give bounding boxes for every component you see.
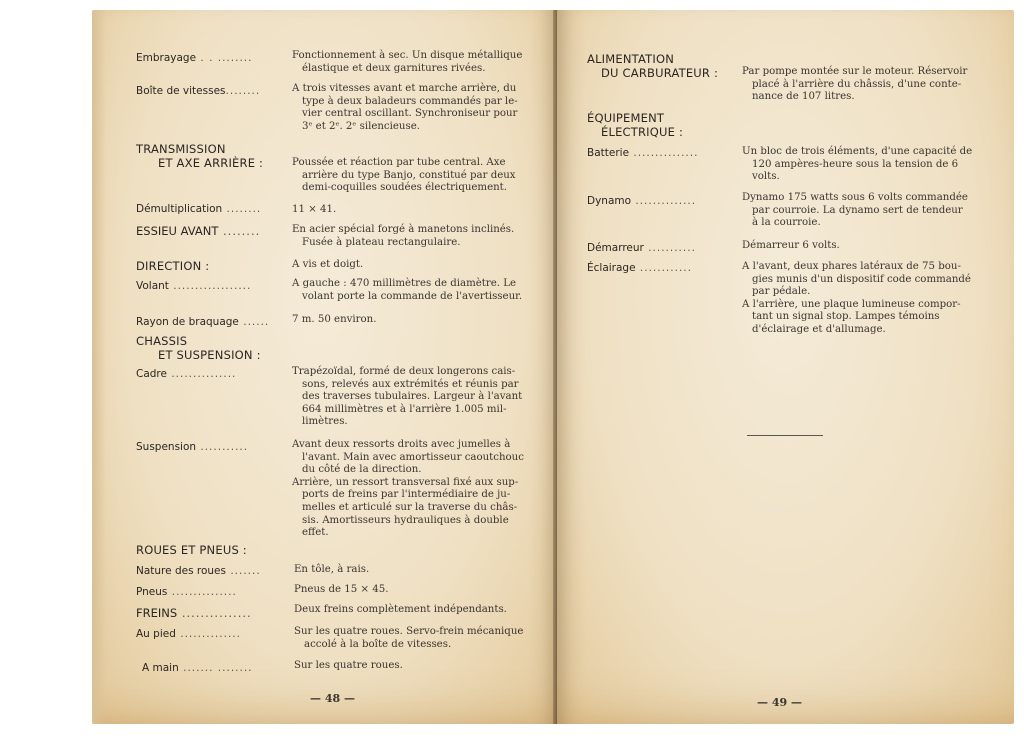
text-volant: A gauche : 470 millimètres de diamètre. Le volant porte la commande de l'avertisseur. xyxy=(292,278,523,302)
text-alimentation: Par pompe montée sur le moteur. Réservoir placé à l'arrière du châssis, d'une conte- nance de 107 litres. xyxy=(742,66,968,103)
heading-alimentation-2: DU CARBURATEUR : xyxy=(601,66,719,80)
heading-equipement-2: ÉLECTRIQUE : xyxy=(601,125,684,139)
label-freins: FREINS ............... xyxy=(136,606,252,620)
label-demarreur: Démarreur ........... xyxy=(587,242,696,254)
heading-direction: DIRECTION : xyxy=(136,259,210,273)
heading-alimentation: ALIMENTATION xyxy=(587,52,675,66)
heading-chassis-2: ET SUSPENSION : xyxy=(158,348,261,362)
heading-chassis: CHASSIS xyxy=(136,334,188,348)
text-essieu-avant: En acier spécial forgé à manetons inclinés. Fusée à plateau rectangulaire. xyxy=(292,224,515,248)
text-freins: Deux freins complètement indépendants. xyxy=(294,604,507,615)
label-eclairage: Éclairage ............ xyxy=(587,262,692,274)
text-cadre: Trapézoïdal, formé de deux longerons cais- sons, relevés aux extrémités et réunis par des traverses tubulaires. Largeur à l'avant 664 millimètres et à l'arrière 1.005 mil- limètres. xyxy=(292,366,523,428)
left-page xyxy=(92,10,557,724)
label-pneus: Pneus ............... xyxy=(136,586,237,598)
text-embrayage: Fonctionnement à sec. Un disque métallique élastique et deux garnitures rivées. xyxy=(292,50,523,74)
label-cadre: Cadre ............... xyxy=(136,368,237,380)
label-demultiplication: Démultiplication ........ xyxy=(136,203,262,215)
page-number-48: — 48 — xyxy=(310,692,355,705)
text-demarreur: Démarreur 6 volts. xyxy=(742,240,840,251)
heading-transmission-2: ET AXE ARRIÈRE : xyxy=(158,156,264,170)
label-batterie: Batterie ............... xyxy=(587,147,699,159)
label-nature-roues: Nature des roues ....... xyxy=(136,565,261,577)
heading-roues-pneus: ROUES ET PNEUS : xyxy=(136,543,247,557)
label-volant: Volant .................. xyxy=(136,280,252,292)
page-number-49: — 49 — xyxy=(757,696,802,709)
heading-equipement: ÉQUIPEMENT xyxy=(587,111,665,125)
text-boite-vitesses: A trois vitesses avant et marche arrière, du type à deux baladeurs commandés par le- vier central oscillant. Synchroniseur pour 3ᵉ et 2ᵉ. 2ᵉ silencieuse. xyxy=(292,83,518,132)
heading-transmission: TRANSMISSION xyxy=(136,142,226,156)
text-demultiplication: 11 × 41. xyxy=(292,204,337,215)
label-essieu-avant: ESSIEU AVANT ........ xyxy=(136,224,261,238)
text-eclairage: A l'avant, deux phares latéraux de 75 bou- gies munis d'un dispositif code commandé par pédale. A l'arrière, une plaque lumineuse compor- tant un signal stop. Lampes témoins d'éclairage et d'allumage. xyxy=(742,261,971,335)
text-a-main: Sur les quatre roues. xyxy=(294,660,403,671)
end-rule xyxy=(747,435,823,436)
text-suspension: Avant deux ressorts droits avec jumelles à l'avant. Main avec amortisseur caoutchouc du côté de la direction. Arrière, un ressort transversal fixé aux sup- ports de freins par l'intermédiaire de ju- melles et articulé sur la traverse du châs- sis. Amortisseurs hydrauliques à double effet. xyxy=(292,439,524,539)
label-au-pied: Au pied .............. xyxy=(136,628,241,640)
label-a-main: A main ....... ........ xyxy=(142,662,253,674)
text-dynamo: Dynamo 175 watts sous 6 volts commandée par courroie. La dynamo sert de tendeur à la courroie. xyxy=(742,192,968,229)
right-page xyxy=(557,10,1014,724)
label-boite-vitesses: Boîte de vitesses........ xyxy=(136,85,261,97)
label-rayon-braquage: Rayon de braquage ...... xyxy=(136,316,270,328)
open-booklet xyxy=(92,10,1014,724)
text-pneus: Pneus de 15 × 45. xyxy=(294,584,389,595)
label-suspension: Suspension ........... xyxy=(136,441,249,453)
text-nature-roues: En tôle, à rais. xyxy=(294,564,370,575)
text-batterie: Un bloc de trois éléments, d'une capacité de 120 ampères-heure sous la tension de 6 volts. xyxy=(742,146,973,183)
text-rayon-braquage: 7 m. 50 environ. xyxy=(292,314,377,325)
label-embrayage: Embrayage . . ........ xyxy=(136,52,253,64)
label-dynamo: Dynamo .............. xyxy=(587,195,697,207)
text-transmission: Poussée et réaction par tube central. Axe arrière du type Banjo, constitué par deux demi-coquilles soudées électriquement. xyxy=(292,157,516,194)
text-direction: A vis et doigt. xyxy=(292,259,364,270)
text-au-pied: Sur les quatre roues. Servo-frein mécanique accolé à la boîte de vitesses. xyxy=(294,626,524,650)
